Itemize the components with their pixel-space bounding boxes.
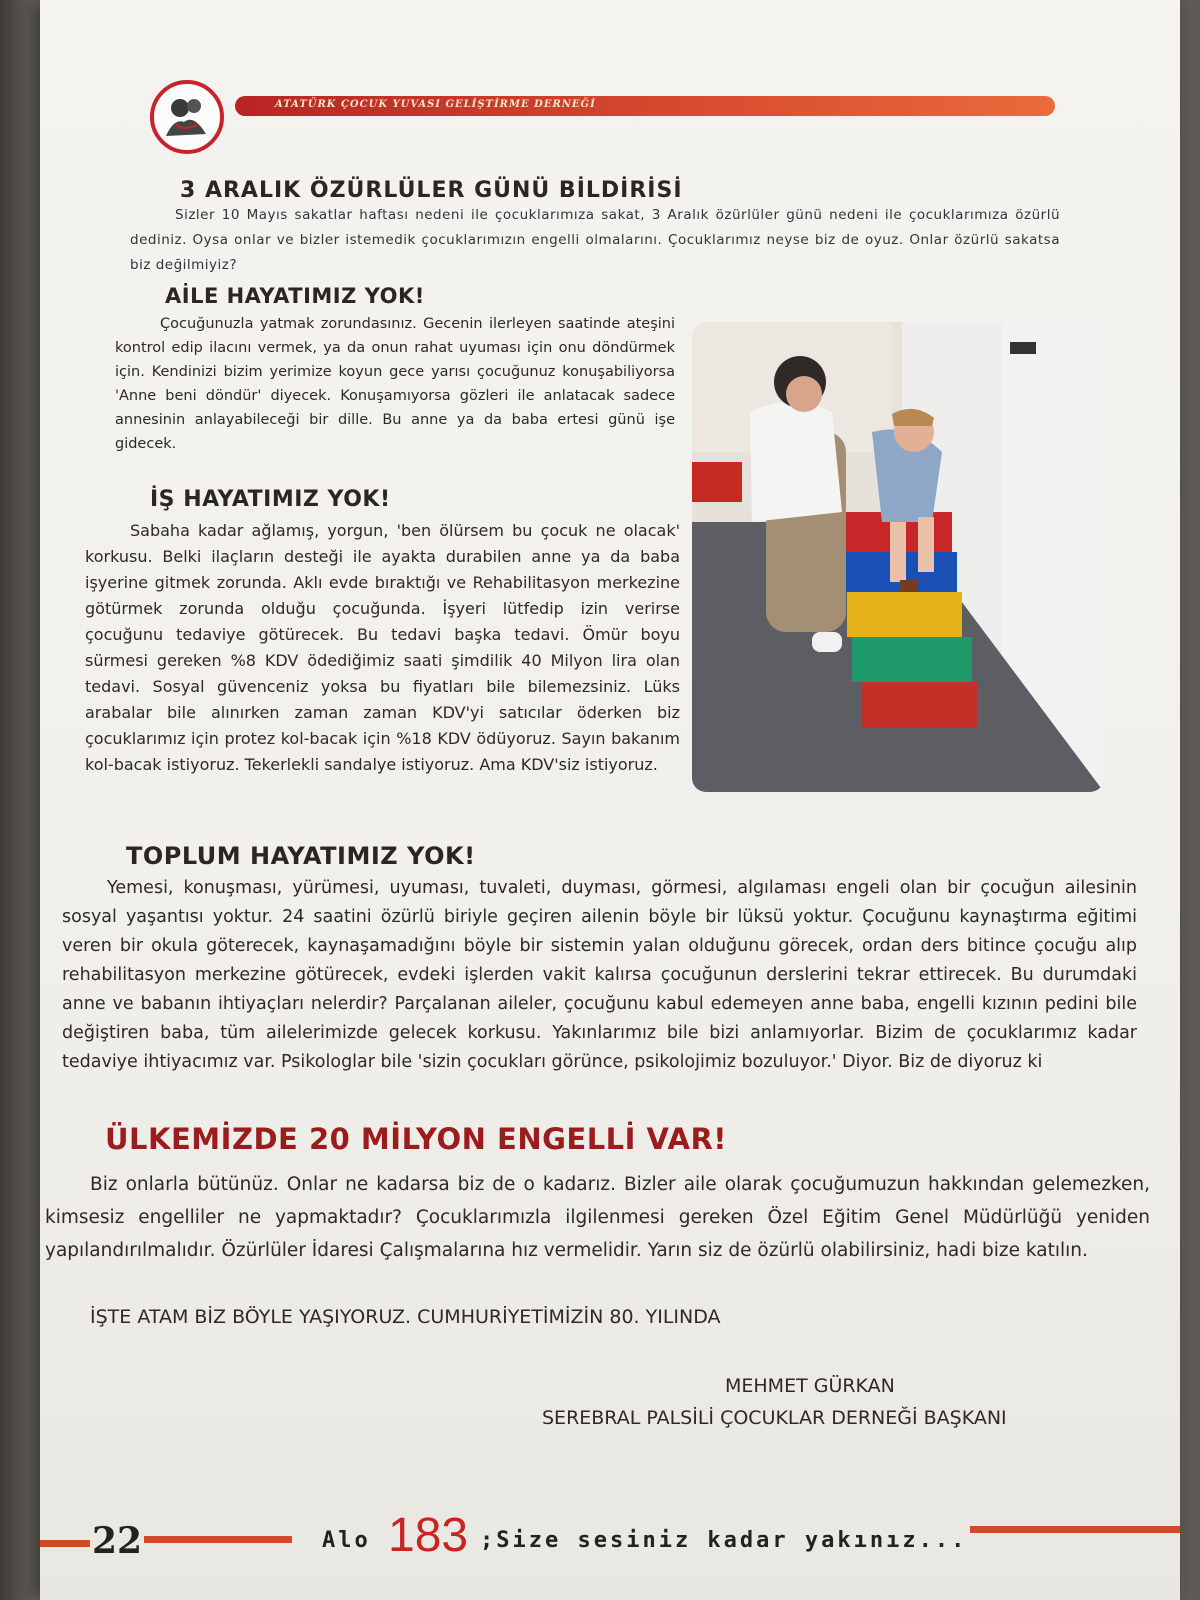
signature-title: SEREBRAL PALSİLİ ÇOCUKLAR DERNEĞİ BAŞKANI	[542, 1407, 1007, 1429]
section-heading-work-life: İŞ HAYATIMIZ YOK!	[150, 487, 391, 512]
intro-paragraph: Sizler 10 Mayıs sakatlar haftası nedeni ile çocuklarımıza sakat, 3 Aralık özürlüler günü nedeni ile çocuklarımıza özürlü dediniz. Oysa onlar ve bizler istemedik çocuklarımızın engelli olmalarını. Çocuklarımız neyse biz de oyuz. Onlar özürlü sakatsa biz değilmiyiz?	[130, 207, 1060, 273]
section-heading-social-life: TOPLUM HAYATIMIZ YOK!	[126, 842, 476, 870]
section-heading-disabled-count: ÜLKEMİZDE 20 MİLYON ENGELLİ VAR!	[105, 1122, 728, 1156]
footer-rule-left	[40, 1540, 90, 1547]
header-banner	[235, 96, 1055, 116]
footer-rule-right	[970, 1526, 1180, 1533]
closing-statement: İŞTE ATAM BİZ BÖYLE YAŞIYORUZ. CUMHURİYETİMİZİN 80. YILINDA	[90, 1306, 721, 1328]
footer-rule-middle	[144, 1536, 292, 1543]
footer-slogan: ;Size sesiniz kadar yakınız...	[480, 1528, 968, 1553]
organization-logo	[150, 80, 224, 154]
page-number: 22	[92, 1520, 143, 1562]
page-title: 3 ARALIK ÖZÜRLÜLER GÜNÜ BİLDİRİSİ	[180, 178, 683, 203]
section-body-work-life: Sabaha kadar ağlamış, yorgun, 'ben ölürsem bu çocuk ne olacak' korkusu. Belki ilaçların desteği ile ayakta durabilen anne ya da baba işyerine gitmek zorunda. Aklı evde bıraktığı ve Rehabilitasyon merkezine götürmek zorunda olduğu çocuğunda. İşyeri lütfedip izin verirse çocuğunu tedaviye götürecek. Bu tedavi başka tedavi. Ömür boyu sürmesi gereken %8 KDV ödediğimiz saati şimdilik 40 Milyon lira olan tedavi. Sosyal güvenceniz yoksa bu fiyatları bile bilemezsiniz. Lüks arabalar bile alınırken zaman zaman KDV'yi satıcılar öderken biz çocuklarımız için protez kol-bacak için %18 KDV ödüyoruz. Sayın bakanım kol-bacak istiyoruz. Tekerlekli sandalye istiyoruz. Ama KDV'siz istiyoruz.	[85, 521, 680, 774]
background-surface	[0, 0, 40, 1600]
magazine-page	[40, 0, 1180, 1600]
signature-name: MEHMET GÜRKAN	[725, 1375, 895, 1397]
section-body-disabled-count: Biz onlarla bütünüz. Onlar ne kadarsa biz de o kadarız. Bizler aile olarak çocuğumuzun hakkından gelemezken, kimsesiz engelliler ne yapmaktadır? Çocuklarımızla ilgilenmesi gereken Özel Eğitim Genel Müdürlüğü yeniden yapılandırılmalıdır. Özürlüler İdaresi Çalışmalarına hız vermelidir. Yarın siz de özürlü olabilirsiniz, hadi bize katılın.	[45, 1174, 1150, 1261]
footer-hotline-number: 183	[388, 1509, 469, 1562]
section-heading-family-life: AİLE HAYATIMIZ YOK!	[165, 284, 425, 308]
header-organization: ATATÜRK ÇOCUK YUVASI GELİŞTİRME DERNEĞİ	[275, 99, 596, 110]
photo-child-therapy	[692, 322, 1104, 792]
logo-children-icon	[154, 84, 220, 150]
section-body-family-life: Çocuğunuzla yatmak zorundasınız. Gecenin ilerleyen saatinde ateşini kontrol edip ilacını vermek, ya da onun rahat uyuması için onu döndürmek için. Kendinizi bizim yerimize koyun gece yarısı çocuğunuz konuşabiliyorsa 'Anne beni döndür' diyecek. Konuşamıyorsa gözleri ile anlatacak sadece annesinin anlayabileceği bir dille. Bu anne ya da baba ertesi günü işe gidecek.	[115, 316, 675, 452]
photo-illustration	[692, 322, 1104, 792]
footer-alo: Alo	[322, 1528, 371, 1553]
section-body-social-life: Yemesi, konuşması, yürümesi, uyuması, tuvaleti, duyması, görmesi, algılaması engeli olan bir çocuğun ailesinin sosyal yaşantısı yoktur. 24 saatini özürlü biriyle geçiren ailenin böyle bir lüksü yoktur. Çocuğunu kaynaştırma eğitimi veren bir okula göterecek, kaynaşamadığını böyle bir sistemin yalan olduğunu görecek, ordan ders bitince çocuğu alıp rehabilitasyon merkezine götürecek, evdeki işlerden vakit kalırsa çocuğunun derslerini tekrar ettirecek. Bu durumdaki anne ve babanın ihtiyaçları nelerdir? Parçalanan aileler, çocuğunu kabul edemeyen anne baba, engelli kızının pedini bile değiştiren baba, tüm ailelerimizde gelecek korkusu. Yakınlarımız bile bizi anlamıyorlar. Bizim de çocuklarımız kadar tedaviye ihtiyacımız var. Psikologlar bile 'sizin çocukları görünce, psikolojimiz bozuluyor.' Diyor. Biz de diyoruz ki	[62, 878, 1137, 1072]
